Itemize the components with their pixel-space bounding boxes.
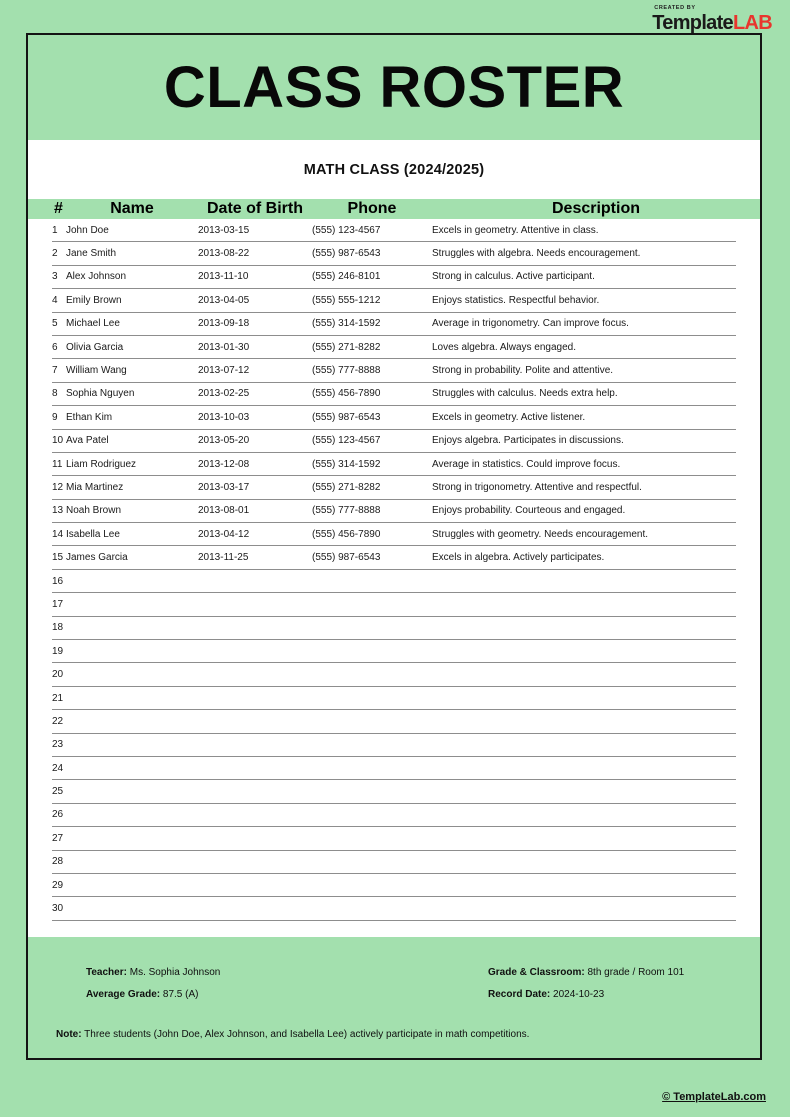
table-row[interactable] (52, 476, 736, 499)
cell-date-of-birth: 2013-04-05 (198, 289, 312, 312)
table-row[interactable] (52, 406, 736, 429)
table-row[interactable] (52, 265, 736, 288)
cell-row-number: 11 (52, 452, 66, 475)
cell-phone: (555) 456-7890 (312, 523, 432, 546)
cell-phone: (555) 246-8101 (312, 265, 432, 288)
cell-student-name: Isabella Lee (66, 523, 198, 546)
cell-date-of-birth: 2013-10-03 (198, 406, 312, 429)
cell-phone (312, 710, 432, 733)
cell-phone (312, 569, 432, 592)
teacher-field (86, 967, 220, 978)
cell-phone (312, 827, 432, 850)
cell-description (432, 569, 736, 592)
roster-table-header (28, 199, 760, 219)
cell-row-number: 12 (52, 476, 66, 499)
cell-phone (312, 733, 432, 756)
logo-lab-text: LAB (732, 11, 772, 34)
column-header-phone: Phone (347, 200, 397, 217)
note-label: Note: (56, 1029, 82, 1040)
cell-date-of-birth: 2013-07-12 (198, 359, 312, 382)
cell-phone: (555) 314-1592 (312, 452, 432, 475)
cell-description: Struggles with algebra. Needs encouragement. (432, 242, 736, 265)
table-row[interactable] (52, 640, 736, 663)
cell-row-number: 14 (52, 523, 66, 546)
cell-date-of-birth (198, 710, 312, 733)
cell-date-of-birth (198, 733, 312, 756)
cell-student-name: Liam Rodriguez (66, 452, 198, 475)
cell-student-name (66, 569, 198, 592)
cell-date-of-birth: 2013-04-12 (198, 523, 312, 546)
table-row[interactable] (52, 546, 736, 569)
table-row[interactable] (52, 733, 736, 756)
teacher-label: Teacher: (86, 967, 127, 978)
cell-student-name: William Wang (66, 359, 198, 382)
cell-description (432, 686, 736, 709)
cell-description (432, 663, 736, 686)
table-row[interactable] (52, 242, 736, 265)
cell-description: Enjoys probability. Courteous and engaged. (432, 499, 736, 522)
cell-student-name: Alex Johnson (66, 265, 198, 288)
record-date-label: Record Date: (488, 989, 551, 1000)
table-row[interactable] (52, 429, 736, 452)
roster-table-body (52, 219, 736, 920)
cell-description (432, 780, 736, 803)
cell-row-number: 15 (52, 546, 66, 569)
cell-student-name: Michael Lee (66, 312, 198, 335)
cell-date-of-birth (198, 663, 312, 686)
footer-left-column (86, 967, 220, 1011)
cell-student-name (66, 756, 198, 779)
cell-row-number: 19 (52, 640, 66, 663)
cell-row-number: 6 (52, 335, 66, 358)
cell-description (432, 897, 736, 920)
cell-description (432, 873, 736, 896)
page-title: CLASS ROSTER (163, 55, 625, 120)
cell-phone (312, 663, 432, 686)
cell-description (432, 593, 736, 616)
document-footer (28, 937, 760, 1058)
logo-wordmark (652, 13, 772, 33)
cell-student-name (66, 640, 198, 663)
cell-row-number: 26 (52, 803, 66, 826)
cell-description: Struggles with geometry. Needs encouragement. (432, 523, 736, 546)
cell-date-of-birth (198, 897, 312, 920)
cell-row-number: 13 (52, 499, 66, 522)
table-row[interactable] (52, 780, 736, 803)
cell-description (432, 733, 736, 756)
cell-phone: (555) 271-8282 (312, 335, 432, 358)
subtitle-section (28, 140, 760, 199)
cell-description (432, 640, 736, 663)
cell-student-name (66, 686, 198, 709)
cell-phone (312, 897, 432, 920)
grade-classroom-field (488, 967, 684, 978)
cell-student-name (66, 897, 198, 920)
cell-date-of-birth (198, 850, 312, 873)
cell-date-of-birth: 2013-11-25 (198, 546, 312, 569)
cell-phone (312, 640, 432, 663)
cell-date-of-birth (198, 616, 312, 639)
table-row[interactable] (52, 756, 736, 779)
table-row[interactable] (52, 710, 736, 733)
cell-row-number: 16 (52, 569, 66, 592)
column-header-name: Name (110, 200, 154, 217)
cell-phone (312, 686, 432, 709)
cell-student-name: Olivia Garcia (66, 335, 198, 358)
footer-right-column (488, 967, 684, 1011)
roster-table (52, 219, 736, 921)
cell-description (432, 803, 736, 826)
cell-date-of-birth (198, 569, 312, 592)
table-row[interactable] (52, 803, 736, 826)
record-date-field (488, 989, 684, 1000)
cell-description: Average in statistics. Could improve focus. (432, 452, 736, 475)
cell-phone: (555) 555-1212 (312, 289, 432, 312)
cell-student-name: Mia Martinez (66, 476, 198, 499)
cell-date-of-birth (198, 803, 312, 826)
cell-student-name (66, 593, 198, 616)
cell-description (432, 827, 736, 850)
cell-phone (312, 616, 432, 639)
table-row[interactable] (52, 616, 736, 639)
cell-date-of-birth: 2013-02-25 (198, 382, 312, 405)
cell-description (432, 616, 736, 639)
cell-row-number: 21 (52, 686, 66, 709)
cell-row-number: 27 (52, 827, 66, 850)
cell-description: Enjoys algebra. Participates in discussions. (432, 429, 736, 452)
cell-row-number: 30 (52, 897, 66, 920)
cell-student-name (66, 803, 198, 826)
cell-student-name (66, 616, 198, 639)
average-grade-label: Average Grade: (86, 989, 161, 1000)
cell-student-name: Ethan Kim (66, 406, 198, 429)
cell-description: Struggles with calculus. Needs extra help. (432, 382, 736, 405)
cell-phone: (555) 271-8282 (312, 476, 432, 499)
cell-phone: (555) 987-6543 (312, 406, 432, 429)
cell-description: Enjoys statistics. Respectful behavior. (432, 289, 736, 312)
table-row[interactable] (52, 569, 736, 592)
table-row[interactable] (52, 335, 736, 358)
cell-row-number: 23 (52, 733, 66, 756)
record-date-value: 2024-10-23 (553, 989, 605, 1000)
column-header-description: Description (551, 200, 640, 217)
table-row[interactable] (52, 289, 736, 312)
cell-row-number: 10 (52, 429, 66, 452)
cell-phone: (555) 777-8888 (312, 499, 432, 522)
column-header-number: # (54, 200, 63, 217)
table-row[interactable] (52, 523, 736, 546)
cell-description: Loves algebra. Always engaged. (432, 335, 736, 358)
cell-date-of-birth: 2013-09-18 (198, 312, 312, 335)
cell-phone: (555) 777-8888 (312, 359, 432, 382)
cell-row-number: 1 (52, 219, 66, 242)
note-value: Three students (John Doe, Alex Johnson, and Isabella Lee) actively participate in math competitions. (84, 1029, 530, 1040)
table-row[interactable] (52, 593, 736, 616)
table-header-row (28, 199, 760, 219)
column-header-dob: Date of Birth (207, 200, 303, 217)
table-row[interactable] (52, 897, 736, 920)
cell-date-of-birth: 2013-03-17 (198, 476, 312, 499)
cell-date-of-birth (198, 686, 312, 709)
cell-row-number: 18 (52, 616, 66, 639)
cell-phone: (555) 987-6543 (312, 242, 432, 265)
title-banner (28, 35, 760, 140)
table-row[interactable] (52, 663, 736, 686)
cell-student-name (66, 850, 198, 873)
cell-student-name (66, 873, 198, 896)
grade-classroom-value: 8th grade / Room 101 (587, 967, 685, 978)
cell-phone: (555) 456-7890 (312, 382, 432, 405)
cell-student-name: Emily Brown (66, 289, 198, 312)
cell-row-number: 4 (52, 289, 66, 312)
footer-note (56, 1029, 529, 1040)
cell-student-name: Noah Brown (66, 499, 198, 522)
cell-description: Excels in algebra. Actively participates. (432, 546, 736, 569)
cell-date-of-birth (198, 640, 312, 663)
logo-created-by-label: CREATED BY (654, 5, 696, 11)
cell-phone: (555) 123-4567 (312, 219, 432, 242)
cell-date-of-birth: 2013-03-15 (198, 219, 312, 242)
cell-row-number: 29 (52, 873, 66, 896)
cell-description (432, 756, 736, 779)
cell-student-name: James Garcia (66, 546, 198, 569)
cell-date-of-birth (198, 756, 312, 779)
cell-student-name (66, 733, 198, 756)
table-row[interactable] (52, 686, 736, 709)
cell-date-of-birth (198, 593, 312, 616)
cell-student-name (66, 710, 198, 733)
cell-student-name: Sophia Nguyen (66, 382, 198, 405)
table-row[interactable] (52, 499, 736, 522)
cell-phone (312, 756, 432, 779)
cell-date-of-birth: 2013-11-10 (198, 265, 312, 288)
templatelab-attribution-link[interactable]: © TemplateLab.com (662, 1091, 766, 1103)
cell-student-name (66, 780, 198, 803)
cell-phone (312, 803, 432, 826)
cell-description: Average in trigonometry. Can improve focus. (432, 312, 736, 335)
cell-description: Strong in probability. Polite and attentive. (432, 359, 736, 382)
cell-date-of-birth: 2013-08-22 (198, 242, 312, 265)
cell-date-of-birth: 2013-12-08 (198, 452, 312, 475)
cell-description: Strong in trigonometry. Attentive and respectful. (432, 476, 736, 499)
table-row[interactable] (52, 312, 736, 335)
table-row[interactable] (52, 359, 736, 382)
cell-description (432, 850, 736, 873)
cell-description (432, 710, 736, 733)
cell-date-of-birth (198, 873, 312, 896)
cell-row-number: 9 (52, 406, 66, 429)
cell-student-name (66, 827, 198, 850)
cell-student-name: Jane Smith (66, 242, 198, 265)
cell-row-number: 2 (52, 242, 66, 265)
table-row[interactable] (52, 452, 736, 475)
table-row[interactable] (52, 382, 736, 405)
cell-date-of-birth (198, 827, 312, 850)
templatelab-logo (652, 6, 772, 33)
logo-template-text: Template (652, 11, 733, 34)
cell-row-number: 24 (52, 756, 66, 779)
cell-phone: (555) 123-4567 (312, 429, 432, 452)
cell-description: Excels in geometry. Attentive in class. (432, 219, 736, 242)
cell-student-name: John Doe (66, 219, 198, 242)
table-row[interactable] (52, 873, 736, 896)
cell-row-number: 20 (52, 663, 66, 686)
table-row[interactable] (52, 850, 736, 873)
cell-student-name (66, 663, 198, 686)
cell-row-number: 3 (52, 265, 66, 288)
cell-student-name: Ava Patel (66, 429, 198, 452)
grade-classroom-label: Grade & Classroom: (488, 967, 585, 978)
class-subtitle: MATH CLASS (2024/2025) (303, 161, 485, 178)
cell-phone: (555) 987-6543 (312, 546, 432, 569)
cell-row-number: 5 (52, 312, 66, 335)
cell-phone (312, 593, 432, 616)
cell-row-number: 17 (52, 593, 66, 616)
cell-phone (312, 780, 432, 803)
cell-row-number: 22 (52, 710, 66, 733)
average-grade-value: 87.5 (A) (162, 989, 199, 1000)
cell-row-number: 28 (52, 850, 66, 873)
cell-row-number: 8 (52, 382, 66, 405)
cell-phone (312, 873, 432, 896)
cell-date-of-birth (198, 780, 312, 803)
table-row[interactable] (52, 827, 736, 850)
average-grade-field (86, 989, 220, 1000)
cell-row-number: 7 (52, 359, 66, 382)
cell-description: Strong in calculus. Active participant. (432, 265, 736, 288)
cell-phone: (555) 314-1592 (312, 312, 432, 335)
cell-date-of-birth: 2013-05-20 (198, 429, 312, 452)
roster-table-body-wrap (28, 219, 760, 921)
cell-phone (312, 850, 432, 873)
cell-date-of-birth: 2013-01-30 (198, 335, 312, 358)
document-sheet (26, 33, 762, 1060)
teacher-value: Ms. Sophia Johnson (129, 967, 221, 978)
cell-row-number: 25 (52, 780, 66, 803)
table-row[interactable] (52, 219, 736, 242)
cell-description: Excels in geometry. Active listener. (432, 406, 736, 429)
cell-date-of-birth: 2013-08-01 (198, 499, 312, 522)
